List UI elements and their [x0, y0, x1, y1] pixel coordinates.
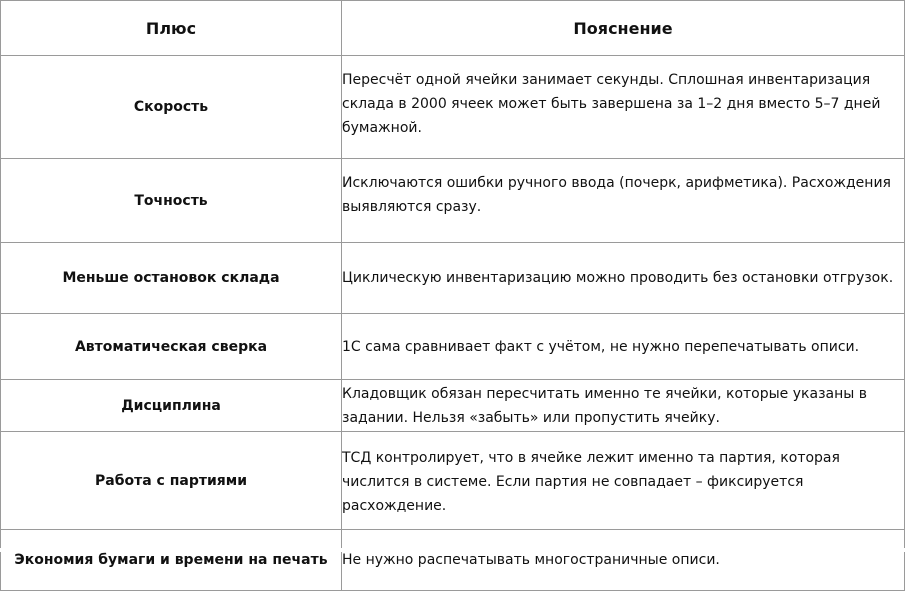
- explanation-cell: Пересчёт одной ячейки занимает секунды. Сплошная инвентаризация склада в 2000 ячеек может быть завершена за 1–2 дня вместо 5–7 дней бумажной.: [342, 56, 905, 159]
- plus-cell: Автоматическая сверка: [1, 314, 342, 380]
- plus-cell: Скорость: [1, 56, 342, 159]
- header-explanation: Пояснение: [342, 1, 905, 56]
- plus-cell: Меньше остановок склада: [1, 243, 342, 314]
- explanation-cell: Кладовщик обязан пересчитать именно те ячейки, которые указаны в задании. Нельзя «забыть» или пропустить ячейку.: [342, 380, 905, 432]
- explanation-cell: Циклическую инвентаризацию можно проводить без остановки отгрузок.: [342, 243, 905, 314]
- table-header-row: [1, 1, 905, 56]
- explanation-cell: Исключаются ошибки ручного ввода (почерк, арифметика). Расхождения выявляются сразу.: [342, 159, 905, 243]
- table-row: [1, 380, 905, 432]
- table-row: [1, 530, 905, 591]
- table-row: [1, 243, 905, 314]
- explanation-cell: 1С сама сравнивает факт с учётом, не нужно перепечатывать описи.: [342, 314, 905, 380]
- explanation-cell: ТСД контролирует, что в ячейке лежит именно та партия, которая числится в системе. Если партия не совпадает – фиксируется расхождение.: [342, 432, 905, 530]
- table-row: [1, 432, 905, 530]
- page-bottom-edge: [0, 548, 907, 552]
- table-row: [1, 314, 905, 380]
- plus-cell: Точность: [1, 159, 342, 243]
- header-plus: Плюс: [1, 1, 342, 56]
- table-row: [1, 159, 905, 243]
- plus-cell: Работа с партиями: [1, 432, 342, 530]
- plus-cell: Дисциплина: [1, 380, 342, 432]
- table-row: [1, 56, 905, 159]
- explanation-cell: Не нужно распечатывать многостраничные описи.: [342, 530, 905, 591]
- plus-cell: Экономия бумаги и времени на печать: [1, 530, 342, 591]
